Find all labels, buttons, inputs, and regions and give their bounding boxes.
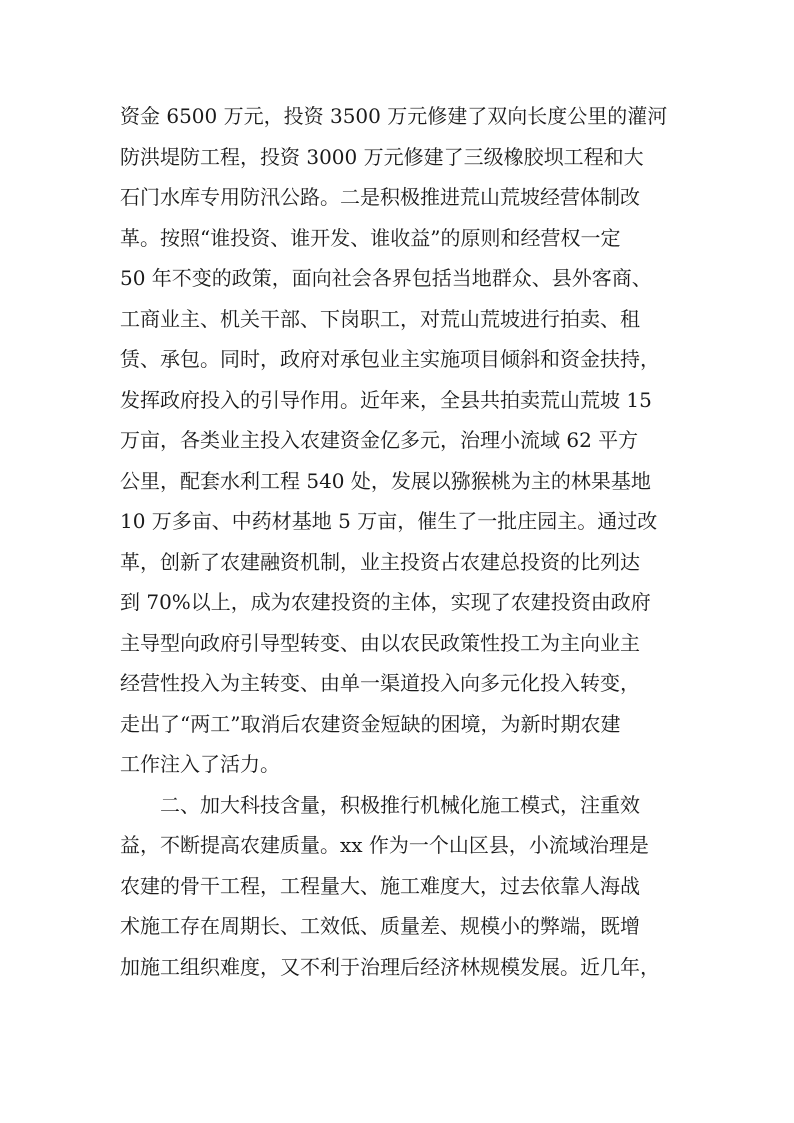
text-line: 防洪堤防工程，投资 3000 万元修建了三级橡胶坝工程和大 — [120, 144, 644, 169]
text-line: 到 70%以上，成为农建投资的主体，实现了农建投资由政府 — [120, 590, 651, 614]
body-text — [120, 96, 690, 987]
text-line: 革，创新了农建融资机制，业主投资占农建总投资的比列达 — [120, 549, 640, 574]
text-line: 发挥政府投入的引导作用。近年来，全县共拍卖荒山荒坡 15 — [120, 387, 652, 412]
text-line: 益，不断提高农建质量。xx 作为一个山区县，小流域治理是 — [120, 833, 649, 857]
text-line: 10 万多亩、中药材基地 5 万亩，催生了一批庄园主。通过改 — [120, 509, 658, 533]
text-line: 赁、承包。同时，政府对承包业主实施项目倾斜和资金扶持， — [120, 347, 660, 371]
text-line: 经营性投入为主转变、由单一渠道投入向多元化投入转变， — [120, 671, 640, 695]
text-line: 万亩，各类业主投入农建资金亿多元，治理小流域 62 平方 — [120, 428, 639, 452]
text-line: 公里，配套水利工程 540 处，发展以猕猴桃为主的林果基地 — [120, 468, 651, 493]
text-line: 工商业主、机关干部、下岗职工，对荒山荒坡进行拍卖、租 — [120, 306, 640, 331]
text-line: 资金 6500 万元，投资 3500 万元修建了双向长度公里的灌河 — [120, 104, 668, 128]
text-line: 革。按照“谁投资、谁开发、谁收益”的原则和经营权一定 — [120, 225, 621, 250]
text-line: 工作注入了活力。 — [120, 752, 280, 776]
text-line: 农建的骨干工程，工程量大、施工难度大，过去依靠人海战 — [120, 873, 640, 898]
text-line: 加施工组织难度，又不利于治理后经济林规模发展。近几年， — [120, 954, 660, 979]
text-line: 术施工存在周期长、工效低、质量差、规模小的弊端，既增 — [120, 914, 640, 938]
section-heading-line: 二、加大科技含量，积极推行机械化施工模式，注重效 — [160, 792, 640, 817]
text-line: 走出了“两工”取消后农建资金短缺的困境，为新时期农建 — [120, 711, 621, 736]
text-line: 主导型向政府引导型转变、由以农民政策性投工为主向业主 — [120, 630, 640, 655]
text-line: 50 年不变的政策，面向社会各界包括当地群众、县外客商、 — [120, 266, 652, 290]
text-line: 石门水库专用防汛公路。二是积极推进荒山荒坡经营体制改 — [120, 185, 640, 209]
